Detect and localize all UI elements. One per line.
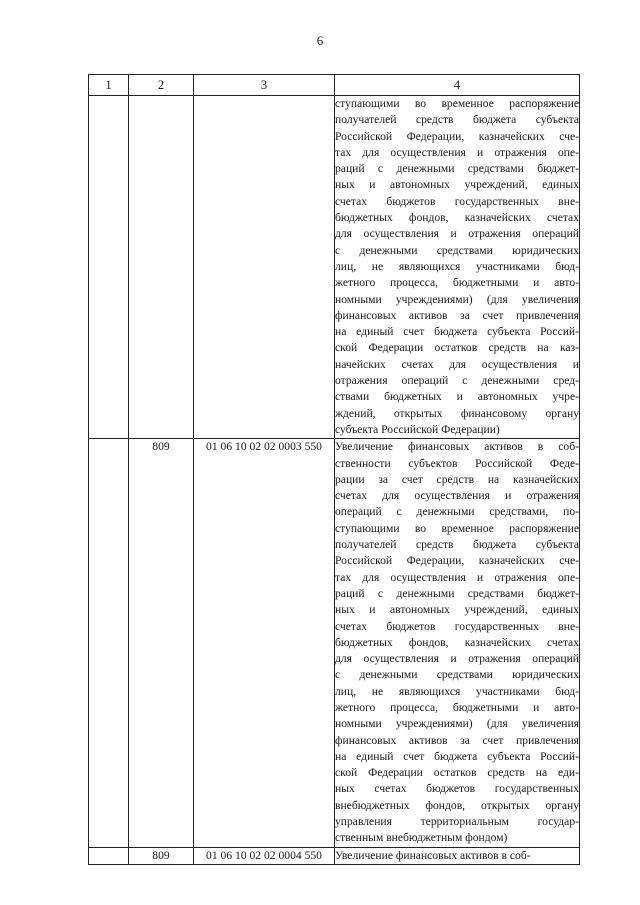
description-cell	[335, 847, 580, 864]
description-line: жетного процесса, бюджетными и авто-	[335, 700, 579, 714]
description-line: ступающими во временное распоряжение	[335, 97, 579, 110]
description-line: Увеличение финансовых активов в соб-	[335, 440, 579, 454]
description-line: для осуществления и отражения операций	[335, 652, 579, 666]
description-line: рации за счет средств на казначейских	[335, 472, 579, 486]
header-col-2: 2	[129, 75, 194, 96]
row-cell-col-1	[89, 96, 129, 439]
description-line: ствами бюджетных и автономных учре-	[335, 390, 579, 404]
description-line: жетного процесса, бюджетными и авто-	[335, 276, 579, 290]
description-line: лиц, не являющихся участниками бюд-	[335, 684, 579, 698]
description-line: Российской Федерации, казначейских сче-	[335, 554, 579, 568]
description-line: субъекта Российской Федерации)	[335, 422, 500, 436]
description-line: получателей средств бюджета субъекта	[335, 113, 579, 127]
description-line: раций с денежными средствами бюджет-	[335, 586, 579, 600]
description-line: номными учреждениями) (для увеличения	[335, 717, 579, 731]
description-line: отражения операций с денежными сред-	[335, 374, 579, 388]
description-line: Российской Федерации, казначейских сче-	[335, 129, 579, 143]
classification-code	[194, 96, 335, 439]
description-line: счетах бюджетов государственных вне-	[335, 619, 579, 633]
description-cell	[335, 96, 580, 439]
description-line: финансовых активов за счет привлечения	[335, 308, 579, 322]
description-line: бюджетных фондов, казначейских счетах	[335, 211, 579, 225]
table-header-row	[89, 75, 580, 96]
row-cell-col-1	[89, 439, 129, 847]
description-line: ных и автономных учреждений, единых	[335, 603, 579, 617]
description-line: для осуществления и отражения операций	[335, 227, 579, 241]
description-line: начейских счетах для осуществления и	[335, 357, 579, 371]
row-cell-col-1	[89, 847, 129, 864]
description-line: финансовых активов за счет привлечения	[335, 733, 579, 747]
header-col-4: 4	[335, 75, 580, 96]
header-col-1: 1	[89, 75, 129, 96]
description-line: тах для осуществления и отражения опе-	[335, 570, 579, 584]
table-row	[89, 439, 580, 847]
description-line: счетах бюджетов государственных вне-	[335, 194, 579, 208]
admin-code	[129, 96, 194, 439]
header-col-3: 3	[194, 75, 335, 96]
description-line: ных счетах бюджетов государственных	[335, 782, 579, 796]
classification-code: 01 06 10 02 02 0004 550	[194, 847, 335, 864]
description-line: ственности субъектов Российской Феде-	[335, 456, 579, 470]
description-line: тах для осуществления и отражения опе-	[335, 145, 579, 159]
description-line: ждений, открытых финансовому органу	[335, 406, 579, 420]
table-row	[89, 96, 580, 439]
description-line: внебюджетных фондов, открытых органу	[335, 798, 579, 812]
description-cell	[335, 439, 580, 847]
description-line: раций с денежными средствами бюджет-	[335, 162, 579, 176]
description-line: ской Федерации остатков средств на каз-	[335, 341, 579, 355]
budget-classification-table	[88, 74, 580, 865]
description-line: счетах для осуществления и отражения	[335, 489, 579, 503]
description-line: ступающими во временное распоряжение	[335, 521, 579, 535]
description-line: ской Федерации остатков средств на еди-	[335, 766, 579, 780]
description-line: ных и автономных учреждений, единых	[335, 178, 579, 192]
description-line: операций с денежными средствами, по-	[335, 505, 579, 519]
description-line: ственным внебюджетным фондом)	[335, 831, 508, 845]
description-line: на единый счет бюджета субъекта Россий-	[335, 749, 579, 763]
table-row	[89, 847, 580, 864]
description-line: лиц, не являющихся участниками бюд-	[335, 259, 579, 273]
description-line: бюджетных фондов, казначейских счетах	[335, 635, 579, 649]
page-number: 6	[316, 33, 324, 48]
description-line: управления территориальным государ-	[335, 815, 579, 829]
description-line: получателей средств бюджета субъекта	[335, 538, 579, 552]
admin-code: 809	[129, 847, 194, 864]
description-line: с денежными средствами юридических	[335, 668, 579, 682]
description-line: номными учреждениями) (для увеличения	[335, 292, 579, 306]
classification-code: 01 06 10 02 02 0003 550	[194, 439, 335, 847]
description-line: с денежными средствами юридических	[335, 243, 579, 257]
admin-code: 809	[129, 439, 194, 847]
description-line: Увеличение финансовых активов в соб-	[335, 848, 531, 862]
description-line: на единый счет бюджета субъекта Россий-	[335, 325, 579, 339]
